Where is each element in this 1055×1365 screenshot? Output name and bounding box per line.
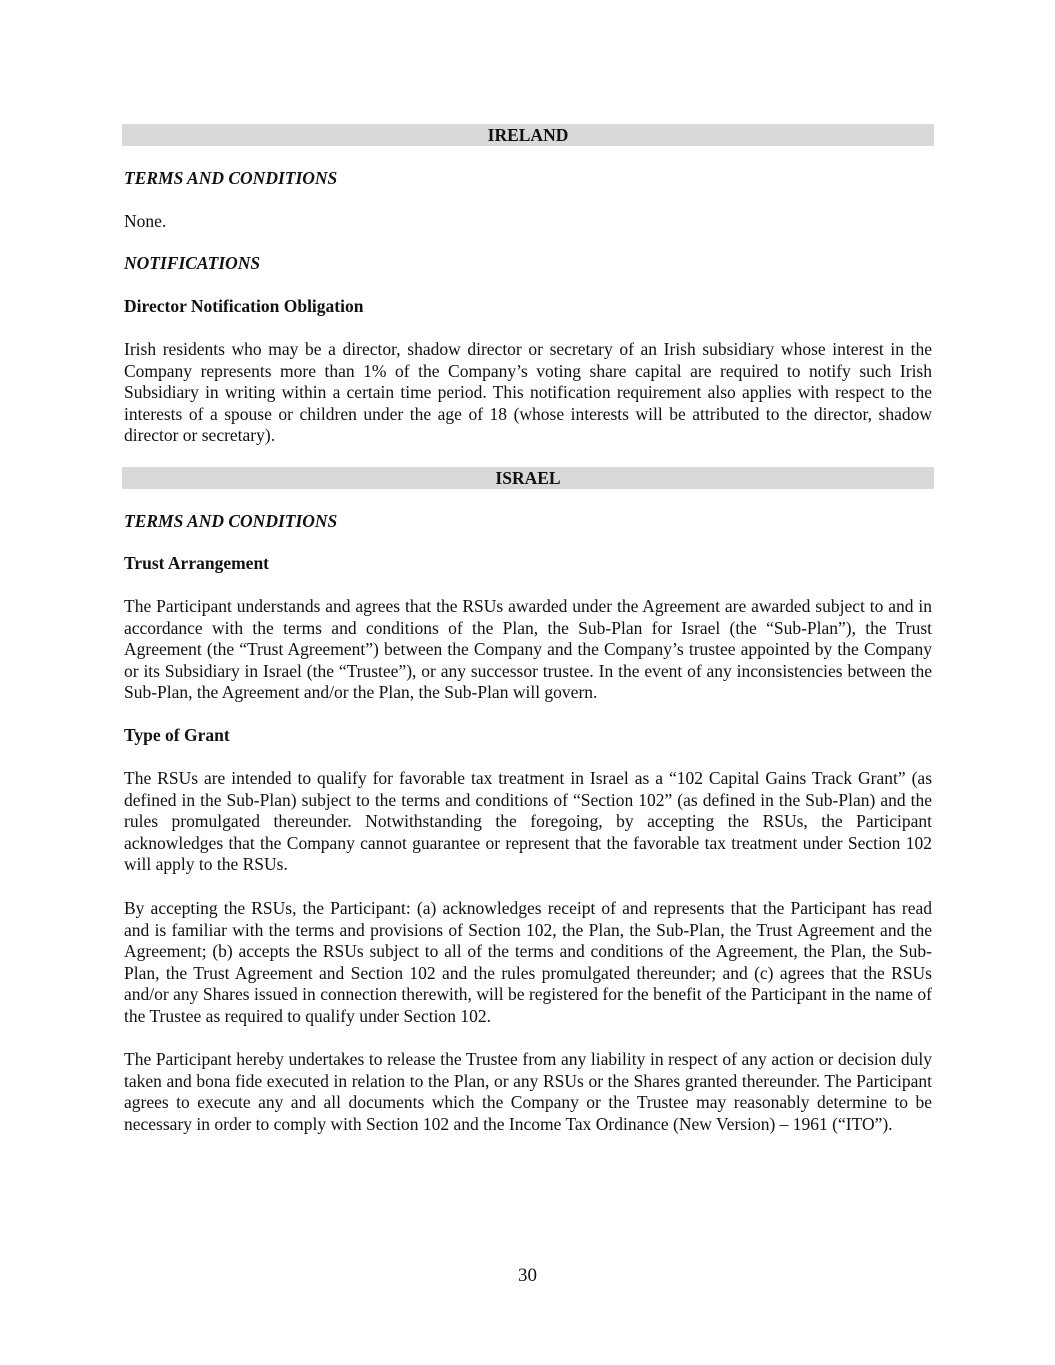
page-number: 30 — [518, 1265, 537, 1286]
israel-heading: ISRAEL — [122, 467, 934, 489]
ireland-director-heading: Director Notification Obligation — [124, 296, 364, 316]
israel-grant-paragraph-2: By accepting the RSUs, the Participant: (a) acknowledges receipt of and represents that the Participant has read and is familiar with the terms and provisions of Section 102, the Plan, the Sub-Plan, the Trust Agreement and the Agreement; (b) accepts the RSUs subject to all of the terms and conditions of the Agreement, the Plan, the Sub-Plan, the Trust Agreement and Section 102 and the rules promulgated thereunder; and (c) agrees that the RSUs and/or any Shares issued in connection therewith, will be registered for the benefit of the Participant in the name of the Trustee as required to qualify under Section 102. — [124, 898, 932, 1026]
israel-terms-heading: TERMS AND CONDITIONS — [124, 511, 338, 531]
israel-grant-heading: Type of Grant — [124, 725, 230, 745]
ireland-heading: IRELAND — [122, 124, 934, 146]
israel-trust-paragraph: The Participant understands and agrees that the RSUs awarded under the Agreement are awarded subject to and in accordance with the terms and conditions of the Plan, the Sub-Plan for Israel (the “Sub-Plan”), the Trust Agreement (the “Trust Agreement”) between the Company and the Company’s trustee appointed by the Company or its Subsidiary in Israel (the “Trustee”), or any successor trustee. In the event of any inconsistencies between the Sub-Plan, the Agreement and/or the Plan, the Sub-Plan will govern. — [124, 596, 932, 703]
israel-trust-heading: Trust Arrangement — [124, 553, 269, 573]
ireland-director-paragraph: Irish residents who may be a director, shadow director or secretary of an Irish subsidiary whose interest in the Company represents more than 1% of the Company’s voting share capital are required to notify such Irish Subsidiary in writing within a certain time period. This notification requirement also applies with respect to the interests of a spouse or children under the age of 18 (whose interests will be attributed to the director, shadow director or secretary). — [124, 339, 932, 446]
israel-grant-paragraph-3: The Participant hereby undertakes to release the Trustee from any liability in respect of any action or decision duly taken and bona fide executed in relation to the Plan, or any RSUs or the Shares granted thereunder. The Participant agrees to execute any and all documents which the Company or the Trustee may reasonably determine to be necessary in order to comply with Section 102 and the Income Tax Ordinance (New Version) – 1961 (“ITO”). — [124, 1049, 932, 1134]
ireland-notifications-heading: NOTIFICATIONS — [124, 253, 261, 273]
ireland-terms-heading: TERMS AND CONDITIONS — [124, 168, 338, 188]
ireland-terms-text: None. — [124, 211, 167, 231]
israel-grant-paragraph-1: The RSUs are intended to qualify for favorable tax treatment in Israel as a “102 Capital Gains Track Grant” (as defined in the Sub-Plan) subject to the terms and conditions of “Section 102” (as defined in the Sub-Plan) and the rules promulgated thereunder. Notwithstanding the foregoing, by accepting the RSUs, the Participant acknowledges that the Company cannot guarantee or represent that the favorable tax treatment under Section 102 will apply to the RSUs. — [124, 768, 932, 875]
